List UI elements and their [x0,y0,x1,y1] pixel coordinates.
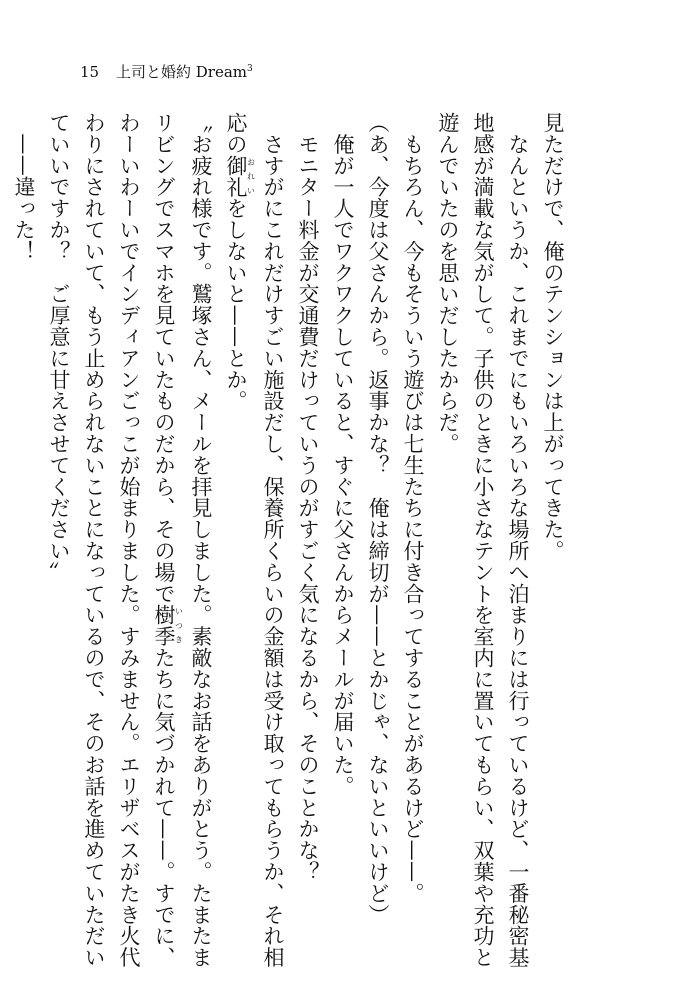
furigana-word: 御礼おれい [224,154,256,198]
text-line: 俺が一人でワクワクしていると、すぐに父さんからメールが届いた。 [331,112,355,797]
text-line: モニター料金が交通費だけっていうのがすごく気になるから、そのことかな？ [296,112,320,883]
text-line: （あ、今度は父さんから。返事かな？ 俺は締切が——とかじゃ、ないといいけど） [366,112,390,926]
text-line: なんというか、これまでにもいろいろな場所へ泊まりには行っているけど、一番秘密基 [506,112,530,968]
text-line: さすがにこれだけすごい施設だし、保養所くらいの金額は受け取ってもらうか、それ相 [261,112,285,968]
text-line: 遊んでいたのを思いだしたからだ。 [436,112,460,455]
furigana-word: 樹季いつき [152,604,184,648]
page-number: 15 [80,63,100,81]
text-line: わーいわーいでインディアンごっこが始まりました。すみません。エリザベスがたき火代 [117,112,141,968]
text-line: もちろん、今もそういう遊びは七生たちに付き合ってすることがあるけど——。 [401,112,425,904]
running-title-superscript: 3 [247,64,253,74]
running-header [80,58,253,80]
text-line: 見ただけで、俺のテンションは上がってきた。 [541,112,565,562]
text-line: リビングでスマホを見ていたものだから、その場で樹季いつきたちに気づかれて——。すでに、 [152,112,184,969]
running-title: 上司と婚約 Dream [116,63,248,81]
text-line: ていいですか？ ご厚意に甘えさせてください〟 [47,112,71,583]
text-line: わりにされていて、もう止められないことになっているので、そのお話を進めていただい [82,112,106,968]
text-line: 応の御礼おれいをしないと——とか。 [224,112,256,412]
text-line: ——違った！ [12,112,36,262]
vertical-body-text [12,112,570,969]
text-line: 〝お疲れ様です。鷲塚さん、メールを拝見しました。素敵なお話をありがとう。たまたま [189,112,213,968]
text-line: 地感が満載な気がして。子供のときに小さなテントを室内に置いてもらい、双葉や充功と [471,112,495,968]
